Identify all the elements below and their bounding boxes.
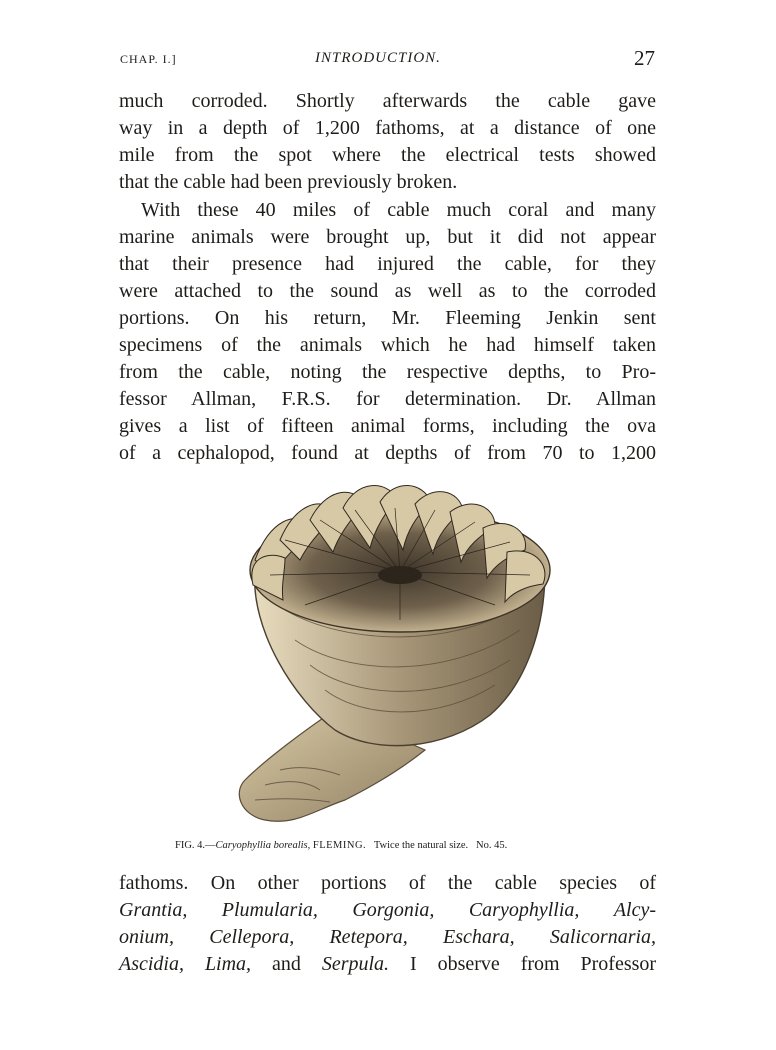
text-line: marine animals were brought up, but it did not appear [119,226,656,248]
figure-number: No. 45. [476,840,508,851]
paragraph-1 [119,88,656,196]
genus-name: Plumularia, [221,899,318,921]
figure-author: FLEMING. [312,840,367,851]
conjunction: and [272,953,301,975]
text-line [119,951,656,978]
text-line: portions. On his return, Mr. Fleeming Jenkin sent [119,307,656,329]
running-head [120,46,655,72]
text-line: fathoms. On other portions of the cable species of [119,872,656,894]
figure-label: FIG. 4.— [175,840,216,851]
genus-name: Salicornaria, [549,926,657,948]
page-number: 27 [634,46,655,70]
text-line: fessor Allman, F.R.S. for determination. Dr. Allman [119,388,656,410]
genus-name: Eschara, [443,926,515,948]
line-text: I observe from Professor [409,953,657,975]
genus-name: Gorgonia, [352,899,435,921]
genus-name: Serpula. [321,953,390,975]
chapter-label: CHAP. I.] [120,52,177,66]
genus-name: Ascidia, [119,953,184,975]
text-line: of a cephalopod, found at depths of from 70 to 1,200 [119,442,656,464]
figure-species: Caryophyllia borealis, [215,840,311,851]
genus-name: Retepora, [329,926,408,948]
text-line: With these 40 miles of cable much coral and many [141,199,656,221]
text-line: that the cable had been previously broken. [119,171,458,193]
text-line: much corroded. Shortly afterwards the cable gave [119,90,656,112]
paragraph-2 [119,197,656,467]
text-line: from the cable, noting the respective depths, to Pro- [119,361,656,383]
paragraph-3 [119,870,656,978]
genus-name: onium, [119,926,174,948]
text-line: mile from the spot where the electrical tests showed [119,144,656,166]
text-line [119,897,656,924]
text-line: specimens of the animals which he had himself taken [119,334,656,356]
genus-name: Alcy- [613,899,656,921]
genus-name: Lima, [204,953,252,975]
text-line: way in a depth of 1,200 fathoms, at a distance of one [119,117,656,139]
genus-name: Cellepora, [209,926,295,948]
running-title: INTRODUCTION. [315,50,441,66]
text-line: were attached to the sound as well as to the corroded [119,280,656,302]
genus-name: Caryophyllia, [468,899,580,921]
coral-illustration [225,480,565,830]
figure-caption [175,840,615,851]
text-line [119,924,656,951]
text-line: gives a list of fifteen animal forms, including the ova [119,415,656,437]
figure-scale: Twice the natural size. [373,840,469,851]
genus-name: Grantia, [119,899,188,921]
text-line: that their presence had injured the cable, for they [119,253,656,275]
